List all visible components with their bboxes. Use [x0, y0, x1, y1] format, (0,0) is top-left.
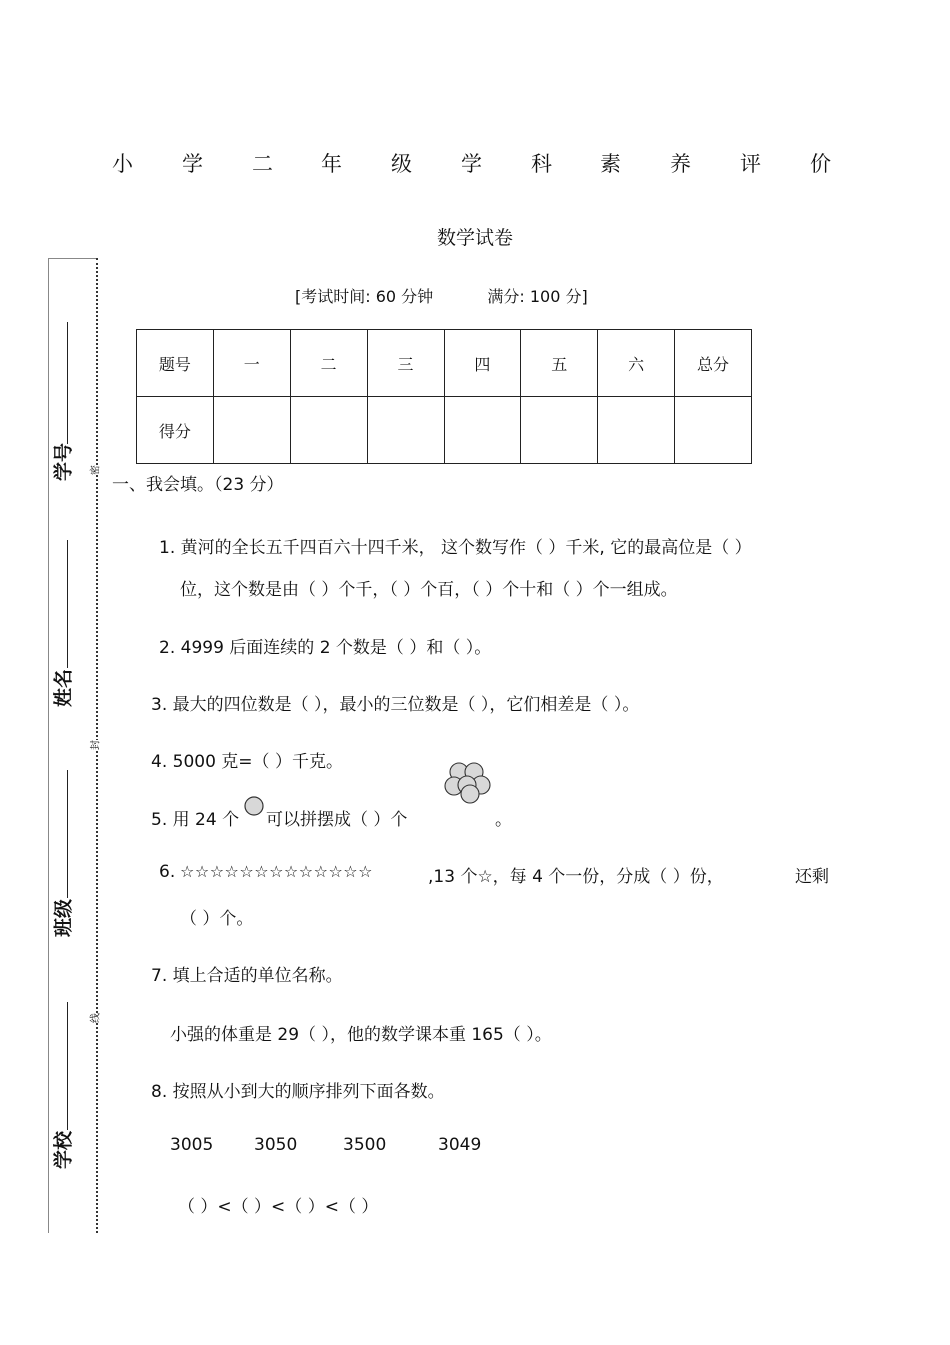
student-id-blank[interactable]: [67, 322, 68, 444]
binding-strip-border: [48, 258, 49, 1233]
title-char: 评: [740, 152, 761, 176]
question-1-line-1: 1. 黄河的全长五千四百六十四千米， 这个数写作（ ）千米, 它的最高位是（ ）: [159, 538, 752, 558]
question-5-start: 5. 用 24 个: [151, 810, 240, 830]
question-3: 3. 最大的四位数是（ ），最小的三位数是（ ），它们相差是（ ）。: [151, 695, 640, 715]
flower-icon: [442, 760, 494, 806]
score-header-cell: 五: [521, 330, 598, 397]
score-header-cell: 题号: [137, 330, 214, 397]
exam-meta: [295, 284, 588, 307]
exam-time: [考试时间: 60 分钟: [295, 287, 434, 306]
title-char: 素: [600, 152, 621, 176]
score-header-cell: 一: [213, 330, 290, 397]
class-blank[interactable]: [67, 770, 68, 898]
number-item: 3500: [343, 1135, 387, 1155]
seal-char-feng: 封: [86, 740, 103, 750]
question-8: 8. 按照从小到大的顺序排列下面各数。: [151, 1082, 445, 1102]
score-table: [136, 329, 752, 464]
exam-subtitle: 数学试卷: [436, 227, 513, 249]
name-blank[interactable]: [67, 540, 68, 668]
score-header-cell: 六: [598, 330, 675, 397]
question-6-text: ,13 个☆，每 4 个一份，分成（ ）份，: [428, 867, 724, 887]
circle-icon: [243, 795, 265, 817]
question-2: 2. 4999 后面连续的 2 个数是（ ）和（ ）。: [159, 638, 492, 658]
question-7: 7. 填上合适的单位名称。: [151, 966, 343, 986]
title-char: 级: [391, 152, 412, 176]
score-table-score-row: [137, 397, 752, 464]
score-header-cell: 总分: [675, 330, 752, 397]
title-char: 科: [531, 152, 552, 176]
question-8-numbers: [170, 1135, 570, 1159]
question-5-middle: 可以拼摆成（ ）个: [266, 810, 408, 830]
question-5-end: 。: [495, 810, 512, 830]
number-item: 3005: [170, 1135, 214, 1155]
title-char: 年: [321, 152, 342, 176]
title-char: 价: [810, 152, 831, 176]
question-7-line-2: 小强的体重是 29（ ），他的数学课本重 165（ ）。: [170, 1025, 552, 1045]
title-char: 学: [182, 152, 203, 176]
seal-char-mi: 密: [86, 465, 103, 475]
binding-strip-top-border: [48, 258, 98, 259]
title-char: 小: [112, 152, 133, 176]
title-char: 二: [252, 152, 273, 176]
question-6-number: 6.: [159, 862, 176, 882]
title-char: 学: [461, 152, 482, 176]
question-6-stars: ☆☆☆☆☆☆☆☆☆☆☆☆☆: [180, 862, 373, 881]
score-input-cell[interactable]: [444, 397, 521, 464]
score-header-cell: 三: [367, 330, 444, 397]
score-input-cell[interactable]: [367, 397, 444, 464]
name-label: 姓名: [52, 668, 75, 708]
question-6-tail: 还剩: [795, 867, 829, 887]
question-6-line-2: （ ）个。: [180, 909, 254, 929]
class-label: 班级: [52, 898, 75, 938]
score-row-label: 得分: [137, 397, 214, 464]
seal-char-xian: 线: [86, 1013, 103, 1023]
score-input-cell[interactable]: [213, 397, 290, 464]
score-table-header-row: [137, 330, 752, 397]
school-label: 学校: [52, 1130, 75, 1170]
student-id-label: 学号: [52, 442, 75, 482]
score-input-cell[interactable]: [521, 397, 598, 464]
score-input-cell[interactable]: [598, 397, 675, 464]
title-char: 养: [670, 152, 691, 176]
question-1-line-2: 位，这个数是由（ ）个千，（ ）个百，（ ）个十和（ ）个一组成。: [180, 580, 678, 600]
score-input-cell[interactable]: [290, 397, 367, 464]
score-header-cell: 二: [290, 330, 367, 397]
score-header-cell: 四: [444, 330, 521, 397]
score-input-cell[interactable]: [675, 397, 752, 464]
number-item: 3049: [438, 1135, 482, 1155]
section-title: 一、我会填。（23 分）: [112, 475, 284, 495]
exam-full-score: 满分: 100 分]: [487, 287, 588, 306]
school-blank[interactable]: [67, 1002, 68, 1130]
question-8-blanks[interactable]: （ ）<（ ）<（ ）<（ ）: [178, 1197, 379, 1217]
number-item: 3050: [254, 1135, 298, 1155]
question-4: 4. 5000 克=（ ）千克。: [151, 752, 343, 772]
exam-title: [100, 148, 850, 178]
